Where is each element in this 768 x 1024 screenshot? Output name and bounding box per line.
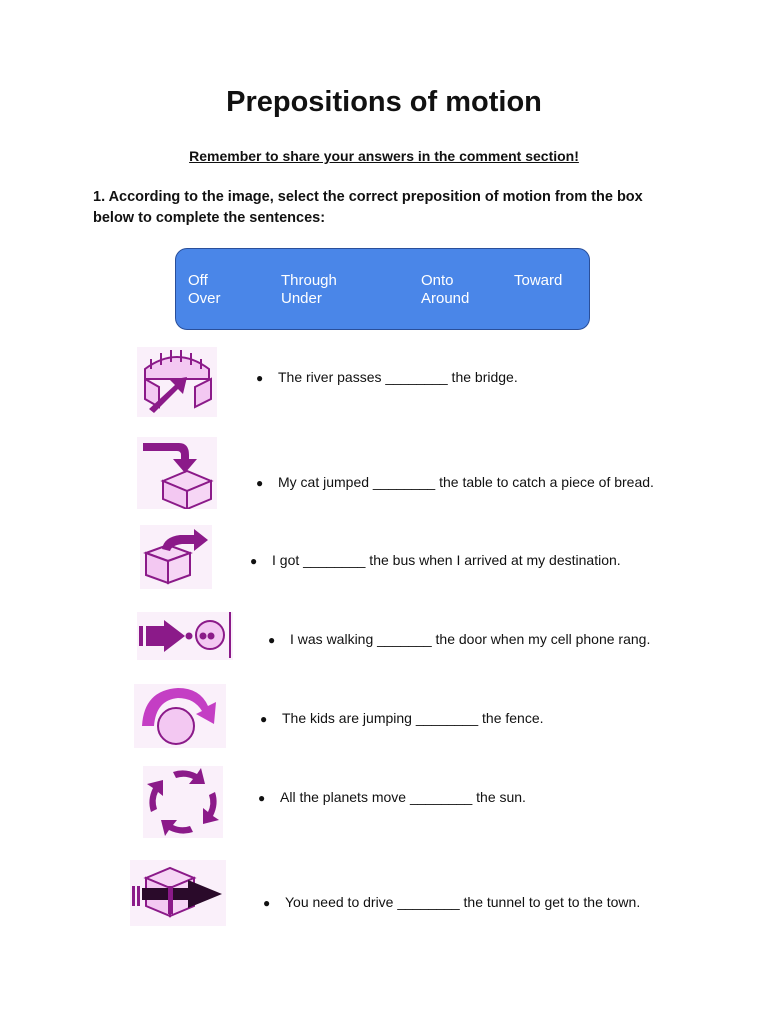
off-box-icon <box>140 525 212 589</box>
word-around: Around <box>421 290 470 307</box>
subtitle: Remember to share your answers in the comment section! <box>189 148 579 164</box>
bullet: ● <box>268 633 276 647</box>
sentence-text: You need to drive ________ the tunnel to get to the town. <box>285 894 641 910</box>
page-title: Prepositions of motion <box>226 86 542 118</box>
sentence-4 <box>268 631 650 647</box>
sentence-text: The river passes ________ the bridge. <box>278 369 518 385</box>
over-arc-icon <box>134 684 226 748</box>
sentence-text: My cat jumped ________ the table to catch a piece of bread. <box>278 474 654 490</box>
word-toward: Toward <box>514 272 563 289</box>
onto-box-icon <box>137 437 217 509</box>
word-onto: Onto <box>421 272 454 289</box>
bullet: ● <box>258 791 266 805</box>
sentence-3 <box>250 552 621 568</box>
sentence-text: All the planets move ________ the sun. <box>280 789 526 805</box>
bullet: ● <box>256 371 264 385</box>
bullet: ● <box>250 554 258 568</box>
sentence-2 <box>256 474 654 490</box>
word-over: Over <box>188 290 221 307</box>
sentence-7 <box>263 894 640 910</box>
sentence-text: I got ________ the bus when I arrived at my destination. <box>272 552 621 568</box>
under-bridge-icon <box>137 347 217 417</box>
word-off: Off <box>188 272 208 289</box>
word-through: Through <box>281 272 337 289</box>
sentence-6 <box>258 789 526 805</box>
word-under: Under <box>281 290 322 307</box>
word-box <box>175 248 590 330</box>
instruction: 1. According to the image, select the correct preposition of motion from the box below to complete the sentences: <box>93 189 643 226</box>
bullet: ● <box>263 896 271 910</box>
bullet: ● <box>256 476 264 490</box>
sentence-5 <box>260 710 544 726</box>
sentence-1 <box>256 369 518 385</box>
sentence-text: The kids are jumping ________ the fence. <box>282 710 544 726</box>
around-circle-icon <box>143 766 223 838</box>
toward-arrow-icon <box>137 612 233 660</box>
sentence-text: I was walking _______ the door when my cell phone rang. <box>290 631 651 647</box>
bullet: ● <box>260 712 268 726</box>
through-box-icon <box>130 860 226 926</box>
